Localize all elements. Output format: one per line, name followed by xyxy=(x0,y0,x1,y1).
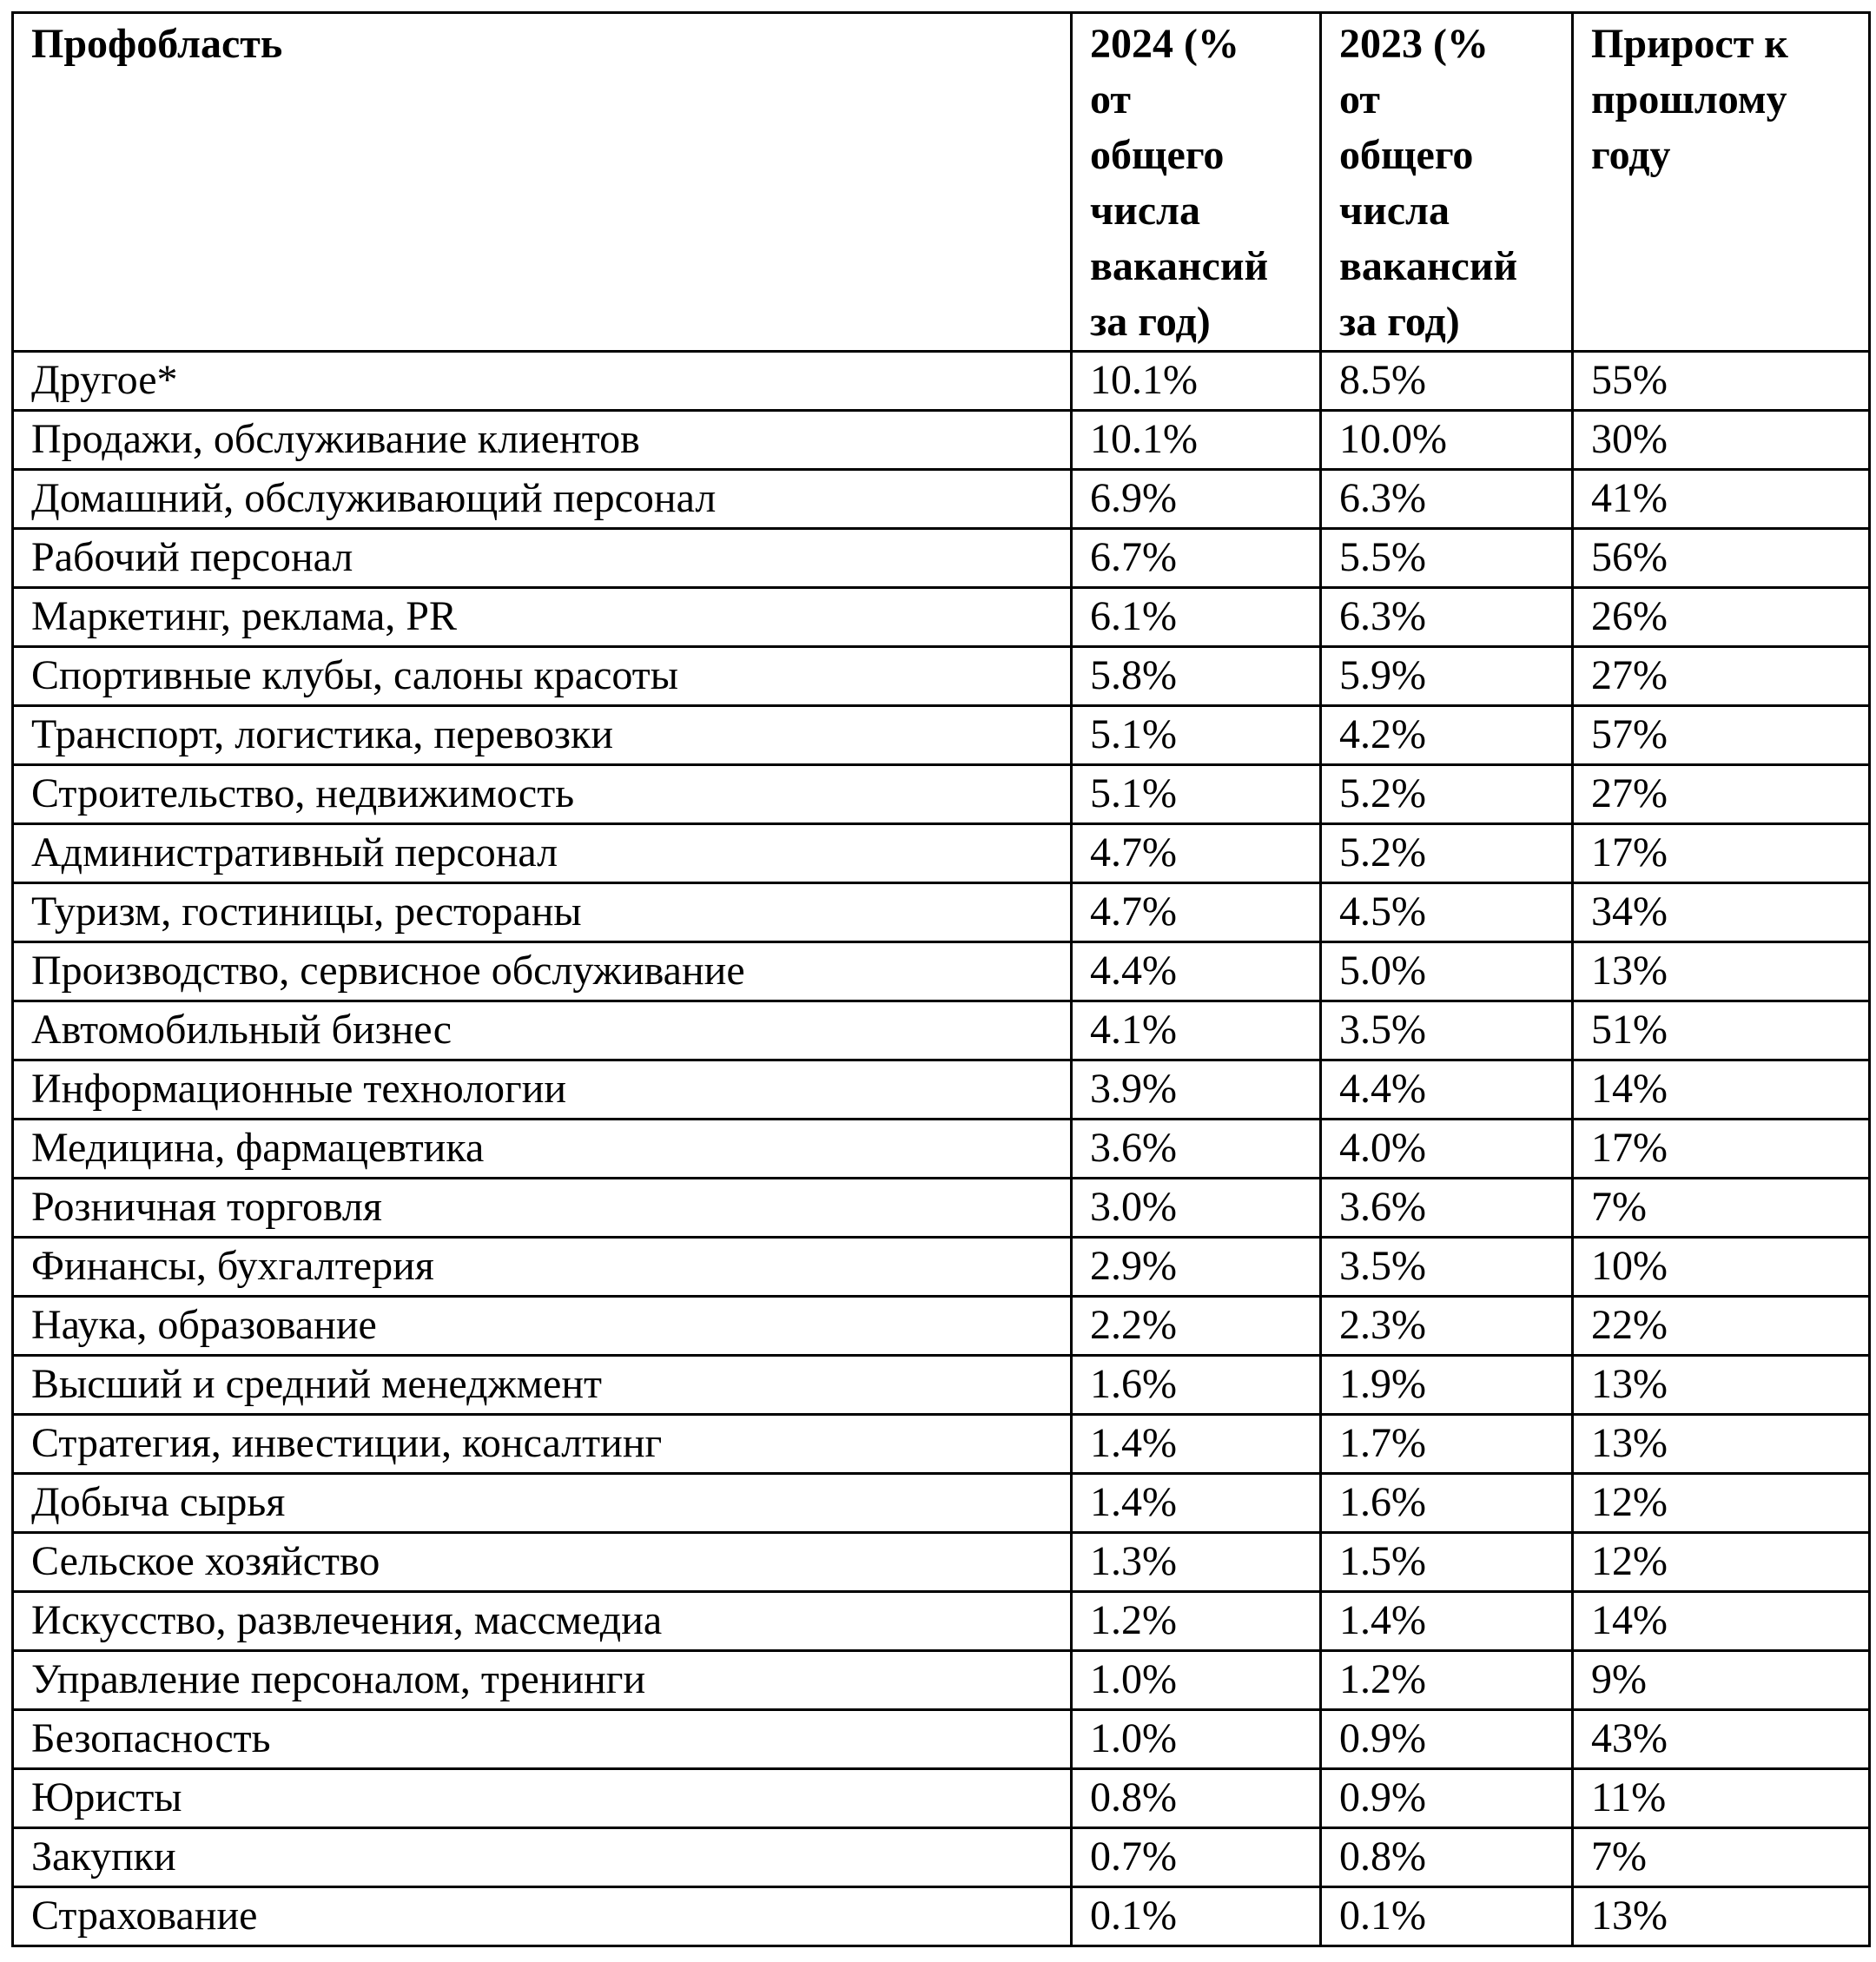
cell-growth: 30% xyxy=(1573,411,1870,470)
cell-2024-share: 5.8% xyxy=(1072,647,1321,706)
cell-growth: 12% xyxy=(1573,1474,1870,1533)
table-row xyxy=(13,1533,1870,1592)
table-row xyxy=(13,529,1870,588)
cell-profarea: Безопасность xyxy=(13,1710,1072,1769)
cell-growth: 51% xyxy=(1573,1001,1870,1060)
cell-profarea: Розничная торговля xyxy=(13,1179,1072,1238)
table-row xyxy=(13,1120,1870,1179)
table-row xyxy=(13,1769,1870,1828)
cell-growth: 17% xyxy=(1573,824,1870,883)
table-row xyxy=(13,1887,1870,1946)
cell-growth: 26% xyxy=(1573,588,1870,647)
cell-2023-share: 2.3% xyxy=(1321,1297,1573,1356)
cell-2024-share: 3.9% xyxy=(1072,1060,1321,1120)
cell-growth: 11% xyxy=(1573,1769,1870,1828)
cell-2023-share: 6.3% xyxy=(1321,588,1573,647)
table-row xyxy=(13,411,1870,470)
cell-profarea: Медицина, фармацевтика xyxy=(13,1120,1072,1179)
cell-profarea: Высший и средний менеджмент xyxy=(13,1356,1072,1415)
cell-growth: 14% xyxy=(1573,1060,1870,1120)
cell-2023-share: 10.0% xyxy=(1321,411,1573,470)
header-line: общего xyxy=(1090,132,1225,178)
header-line: вакансий xyxy=(1090,243,1269,289)
table-row xyxy=(13,942,1870,1001)
cell-2024-share: 1.2% xyxy=(1072,1592,1321,1651)
cell-2023-share: 5.2% xyxy=(1321,824,1573,883)
table-row xyxy=(13,824,1870,883)
cell-profarea: Наука, образование xyxy=(13,1297,1072,1356)
cell-2023-share: 5.2% xyxy=(1321,765,1573,824)
cell-2023-share: 3.6% xyxy=(1321,1179,1573,1238)
header-line: от xyxy=(1090,76,1131,122)
cell-2024-share: 0.7% xyxy=(1072,1828,1321,1887)
cell-growth: 27% xyxy=(1573,647,1870,706)
cell-growth: 13% xyxy=(1573,1415,1870,1474)
cell-profarea: Производство, сервисное обслуживание xyxy=(13,942,1072,1001)
header-line: за год) xyxy=(1090,299,1211,345)
cell-profarea: Управление персоналом, тренинги xyxy=(13,1651,1072,1710)
cell-2024-share: 2.2% xyxy=(1072,1297,1321,1356)
cell-profarea: Юристы xyxy=(13,1769,1072,1828)
header-line: прошлому xyxy=(1591,76,1787,122)
header-line: Прирост к xyxy=(1591,21,1788,67)
cell-2023-share: 1.4% xyxy=(1321,1592,1573,1651)
header-line: числа xyxy=(1090,188,1200,234)
cell-growth: 14% xyxy=(1573,1592,1870,1651)
cell-profarea: Спортивные клубы, салоны красоты xyxy=(13,647,1072,706)
cell-2024-share: 4.7% xyxy=(1072,883,1321,942)
table-row xyxy=(13,647,1870,706)
cell-2024-share: 1.6% xyxy=(1072,1356,1321,1415)
cell-profarea: Рабочий персонал xyxy=(13,529,1072,588)
header-profarea xyxy=(13,13,1072,352)
table-row xyxy=(13,765,1870,824)
cell-2023-share: 3.5% xyxy=(1321,1238,1573,1297)
header-line: Профобласть xyxy=(31,21,283,67)
cell-growth: 7% xyxy=(1573,1179,1870,1238)
cell-growth: 43% xyxy=(1573,1710,1870,1769)
cell-2024-share: 4.7% xyxy=(1072,824,1321,883)
table-row xyxy=(13,588,1870,647)
cell-profarea: Продажи, обслуживание клиентов xyxy=(13,411,1072,470)
cell-2024-share: 0.1% xyxy=(1072,1887,1321,1946)
vacancy-share-table xyxy=(11,11,1871,1947)
cell-2023-share: 3.5% xyxy=(1321,1001,1573,1060)
table-row xyxy=(13,1297,1870,1356)
cell-growth: 34% xyxy=(1573,883,1870,942)
table-row xyxy=(13,706,1870,765)
cell-2024-share: 1.4% xyxy=(1072,1415,1321,1474)
cell-profarea: Финансы, бухгалтерия xyxy=(13,1238,1072,1297)
cell-2024-share: 4.4% xyxy=(1072,942,1321,1001)
cell-profarea: Маркетинг, реклама, PR xyxy=(13,588,1072,647)
cell-growth: 22% xyxy=(1573,1297,1870,1356)
header-2023-share xyxy=(1321,13,1573,352)
header-line: вакансий xyxy=(1339,243,1518,289)
cell-growth: 41% xyxy=(1573,470,1870,529)
cell-2023-share: 1.9% xyxy=(1321,1356,1573,1415)
cell-2023-share: 8.5% xyxy=(1321,352,1573,411)
cell-2024-share: 1.4% xyxy=(1072,1474,1321,1533)
cell-2024-share: 10.1% xyxy=(1072,352,1321,411)
cell-2023-share: 5.9% xyxy=(1321,647,1573,706)
table-row xyxy=(13,1238,1870,1297)
table-row xyxy=(13,1592,1870,1651)
cell-profarea: Сельское хозяйство xyxy=(13,1533,1072,1592)
header-line: от xyxy=(1339,76,1380,122)
cell-2024-share: 1.3% xyxy=(1072,1533,1321,1592)
header-line: году xyxy=(1591,132,1671,178)
cell-growth: 13% xyxy=(1573,1356,1870,1415)
cell-growth: 55% xyxy=(1573,352,1870,411)
header-2024-share xyxy=(1072,13,1321,352)
cell-profarea: Туризм, гостиницы, рестораны xyxy=(13,883,1072,942)
cell-2023-share: 0.8% xyxy=(1321,1828,1573,1887)
cell-2024-share: 6.7% xyxy=(1072,529,1321,588)
table-row xyxy=(13,883,1870,942)
cell-growth: 13% xyxy=(1573,942,1870,1001)
cell-2023-share: 4.4% xyxy=(1321,1060,1573,1120)
cell-2023-share: 1.6% xyxy=(1321,1474,1573,1533)
table-row xyxy=(13,1060,1870,1120)
header-line: 2024 (% xyxy=(1090,21,1239,67)
table-row xyxy=(13,352,1870,411)
cell-profarea: Закупки xyxy=(13,1828,1072,1887)
cell-growth: 27% xyxy=(1573,765,1870,824)
cell-growth: 56% xyxy=(1573,529,1870,588)
cell-2023-share: 1.5% xyxy=(1321,1533,1573,1592)
table-row xyxy=(13,1474,1870,1533)
table-row xyxy=(13,1828,1870,1887)
cell-2024-share: 3.6% xyxy=(1072,1120,1321,1179)
cell-2023-share: 1.7% xyxy=(1321,1415,1573,1474)
cell-2024-share: 6.1% xyxy=(1072,588,1321,647)
cell-2023-share: 4.2% xyxy=(1321,706,1573,765)
cell-profarea: Стратегия, инвестиции, консалтинг xyxy=(13,1415,1072,1474)
cell-growth: 57% xyxy=(1573,706,1870,765)
cell-growth: 13% xyxy=(1573,1887,1870,1946)
cell-2023-share: 1.2% xyxy=(1321,1651,1573,1710)
cell-profarea: Строительство, недвижимость xyxy=(13,765,1072,824)
cell-profarea: Страхование xyxy=(13,1887,1072,1946)
table-row xyxy=(13,1001,1870,1060)
cell-2024-share: 0.8% xyxy=(1072,1769,1321,1828)
cell-profarea: Транспорт, логистика, перевозки xyxy=(13,706,1072,765)
cell-2024-share: 3.0% xyxy=(1072,1179,1321,1238)
header-line: 2023 (% xyxy=(1339,21,1489,67)
cell-2023-share: 0.9% xyxy=(1321,1769,1573,1828)
cell-2024-share: 5.1% xyxy=(1072,765,1321,824)
table-row xyxy=(13,1710,1870,1769)
table-row xyxy=(13,470,1870,529)
cell-2024-share: 1.0% xyxy=(1072,1710,1321,1769)
cell-growth: 10% xyxy=(1573,1238,1870,1297)
cell-2024-share: 6.9% xyxy=(1072,470,1321,529)
header-line: общего xyxy=(1339,132,1474,178)
cell-2024-share: 2.9% xyxy=(1072,1238,1321,1297)
cell-2024-share: 5.1% xyxy=(1072,706,1321,765)
cell-growth: 7% xyxy=(1573,1828,1870,1887)
table-row xyxy=(13,1356,1870,1415)
cell-2023-share: 4.0% xyxy=(1321,1120,1573,1179)
cell-2023-share: 6.3% xyxy=(1321,470,1573,529)
header-row xyxy=(13,13,1870,352)
cell-growth: 12% xyxy=(1573,1533,1870,1592)
cell-2023-share: 5.0% xyxy=(1321,942,1573,1001)
cell-profarea: Информационные технологии xyxy=(13,1060,1072,1120)
cell-2023-share: 0.1% xyxy=(1321,1887,1573,1946)
cell-2023-share: 0.9% xyxy=(1321,1710,1573,1769)
cell-profarea: Автомобильный бизнес xyxy=(13,1001,1072,1060)
cell-2024-share: 10.1% xyxy=(1072,411,1321,470)
cell-2024-share: 4.1% xyxy=(1072,1001,1321,1060)
header-growth xyxy=(1573,13,1870,352)
cell-profarea: Другое* xyxy=(13,352,1072,411)
cell-2023-share: 5.5% xyxy=(1321,529,1573,588)
table-row xyxy=(13,1179,1870,1238)
cell-growth: 17% xyxy=(1573,1120,1870,1179)
table-body xyxy=(13,352,1870,1946)
cell-profarea: Искусство, развлечения, массмедиа xyxy=(13,1592,1072,1651)
table-row xyxy=(13,1651,1870,1710)
header-line: за год) xyxy=(1339,299,1460,345)
cell-profarea: Домашний, обслуживающий персонал xyxy=(13,470,1072,529)
header-line: числа xyxy=(1339,188,1450,234)
cell-2023-share: 4.5% xyxy=(1321,883,1573,942)
cell-profarea: Добыча сырья xyxy=(13,1474,1072,1533)
cell-growth: 9% xyxy=(1573,1651,1870,1710)
cell-2024-share: 1.0% xyxy=(1072,1651,1321,1710)
table-row xyxy=(13,1415,1870,1474)
cell-profarea: Административный персонал xyxy=(13,824,1072,883)
